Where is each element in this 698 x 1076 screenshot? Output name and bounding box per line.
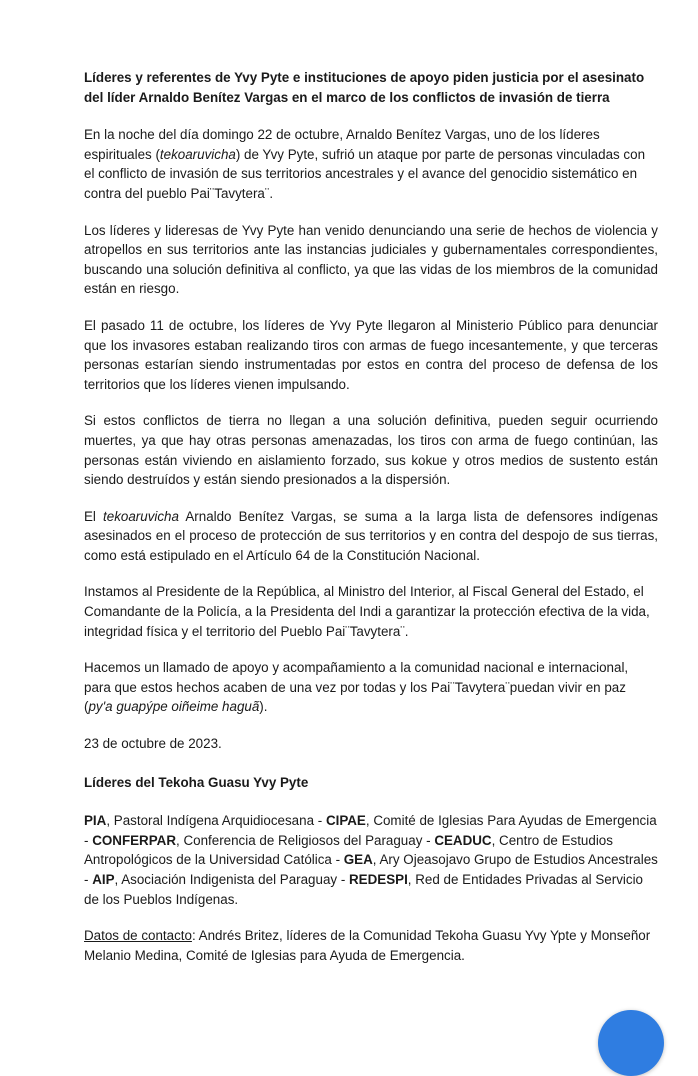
paragraph-7-italic: py'a guapýpe oiñeime haguã (88, 699, 260, 715)
institution-aip: AIP (92, 872, 115, 887)
institutions-list (84, 811, 658, 909)
paragraph-5-part-c: Arnaldo Benítez Vargas, se suma a la larga lista de defensores indígenas asesinados en el proceso de protección de sus territorios y en contra del despojo de sus tierras, como está estipulado en el Artículo 64 de la Constitución Nacional. (84, 508, 658, 563)
institution-redespi: REDESPI (349, 872, 408, 887)
paragraph-5 (84, 507, 658, 566)
contact-text: : Andrés Britez, líderes de la Comunidad Tekoha Guasu Yvy Ypte y Monseñor Melanio Medina, Comité de Iglesias para Ayuda de Emergencia. (84, 928, 651, 963)
paragraph-7-part-c: ). (259, 699, 268, 715)
institution-aip-desc: , Asociación Indigenista del Paraguay - (114, 872, 349, 887)
contact-info (84, 926, 658, 965)
paragraph-2: Los líderes y lideresas de Yvy Pyte han venido denunciando una serie de hechos de violencia y atropellos en sus territorios ante las instancias judiciales y gubernamentales correspondientes, buscando una solución definitiva al conflicto, ya que las vidas de los miembros de la comunidad están en riesgo. (84, 222, 658, 297)
paragraph-3: El pasado 11 de octubre, los líderes de Yvy Pyte llegaron al Ministerio Público para denunciar que los invasores estaban realizando tiros con armas de fuego incesantemente, y que terceras personas estarían siendo instrumentadas por estos en contra del proceso de defensa de los territorios que los líderes vienen impulsando. (84, 317, 658, 392)
paragraph-7-part-a: Hacemos un llamado de apoyo y acompañamiento a la comunidad nacional e internacional, para que estos hechos acaben de una vez por todas y los Pai¨Tavytera¨puedan vivir en paz ( (84, 660, 629, 715)
signature: Líderes del Tekoha Guasu Yvy Pyte (84, 774, 309, 790)
paragraph-1-part-c: ) de Yvy Pyte, sufrió un ataque por parte de personas vinculadas con el conflicto de invasión de sus territorios ancestrales y el avance del genocidio sistemático en contra del pueblo Pai¨Tavytera¨. (84, 146, 646, 201)
institution-pia-desc: , Pastoral Indígena Arquidiocesana - (106, 813, 326, 829)
institution-conferpar-desc: , Conferencia de Religiosos del Paraguay - (176, 832, 435, 848)
institution-ceaduc: CEADUC (434, 832, 492, 848)
paragraph-4: Si estos conflictos de tierra no llegan a una solución definitiva, pueden seguir ocurriendo muertes, ya que hay otras personas amenazadas, los tiros con arma de fuego continúan, las personas están viviendo en aislamiento forzado, sus kokue y otros medios de sustento están siendo destruídos y están siendo presionados a la dispersión. (84, 413, 658, 488)
institution-gea-desc: , Ary Ojeasojavo Grupo de Estudios Ancestrales - (84, 852, 658, 887)
paragraph-6: Instamos al Presidente de la República, al Ministro del Interior, al Fiscal General del Estado, el Comandante de la Policía, a la Presidenta del Indi a garantizar la protección efectiva de la vida, integridad física y el territorio del Pueblo Pai¨Tavytera¨. (84, 584, 650, 639)
institution-conferpar: CONFERPAR (92, 832, 177, 848)
document-body (84, 68, 658, 982)
document-date: 23 de octubre de 2023. (84, 736, 222, 752)
institution-cipae: CIPAE (325, 813, 366, 829)
paragraph-5-italic: tekoaruvicha (103, 508, 179, 524)
paragraph-1 (84, 125, 658, 203)
paragraph-5-part-a: El (84, 508, 104, 524)
floating-action-button[interactable] (598, 1010, 664, 1076)
contact-label: Datos de contacto (84, 928, 192, 944)
paragraph-1-italic: tekoaruvicha (159, 146, 236, 162)
paragraph-7 (84, 658, 658, 717)
institution-redespi-desc: , Red de Entidades Privadas al Servicio de los Pueblos Indígenas. (84, 872, 644, 907)
institution-pia: PIA (84, 813, 107, 829)
institution-gea: GEA (343, 852, 373, 868)
document-title: Líderes y referentes de Yvy Pyte e instituciones de apoyo piden justicia por el asesinato del líder Arnaldo Benítez Vargas en el marco de los conflictos de invasión de tierra (84, 70, 645, 105)
institution-cipae-desc: , Comité de Iglesias Para Ayudas de Emergencia - (84, 813, 657, 848)
institution-ceaduc-desc: , Centro de Estudios Antropológicos de la Universidad Católica - (84, 832, 613, 868)
paragraph-1-part-a: En la noche del día domingo 22 de octubre, Arnaldo Benítez Vargas, uno de los líderes espirituales ( (84, 127, 600, 162)
